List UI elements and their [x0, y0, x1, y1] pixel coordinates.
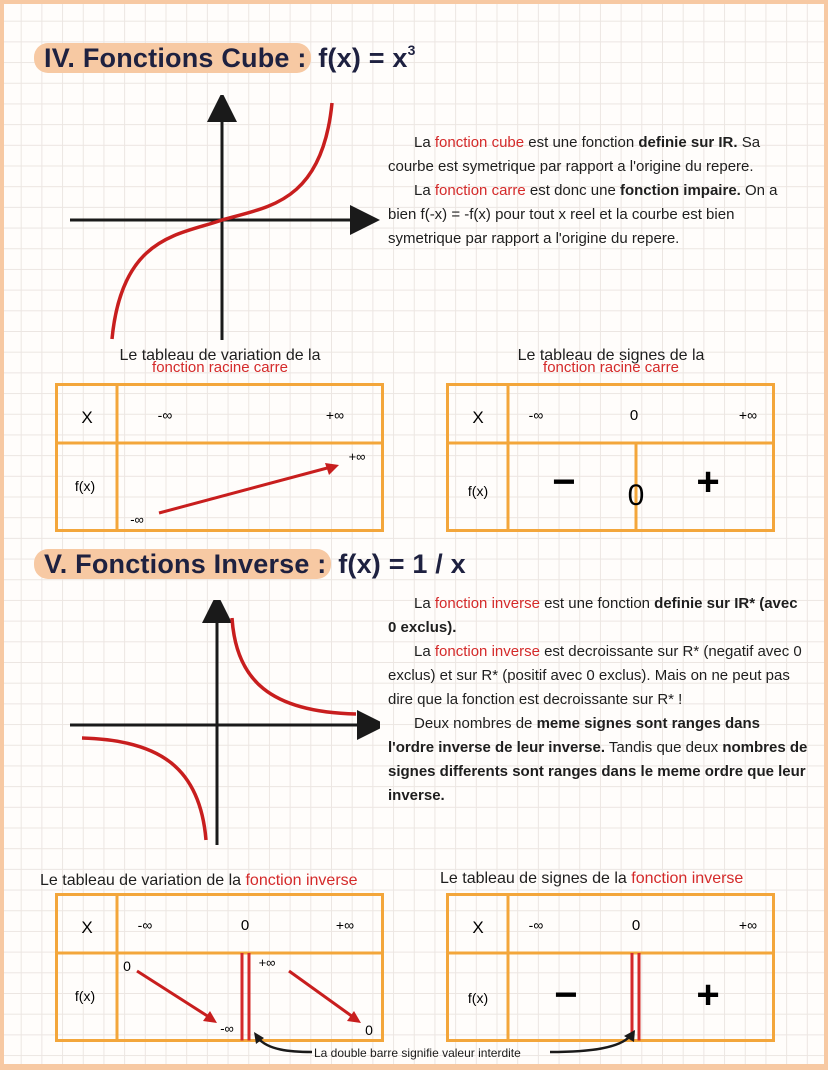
- decreasing-arrow-left: [137, 971, 209, 1017]
- inverse-signs-table: [446, 893, 776, 1043]
- inverse-function-graph: [60, 600, 380, 850]
- f-right-top: +∞: [258, 955, 276, 970]
- section4-formula: f(x) = x: [318, 43, 408, 73]
- x-mid: 0: [631, 917, 641, 934]
- decreasing-arrow-right: [289, 971, 353, 1017]
- section4-text: La fonction cube est une fonction definie sur IR. Sa courbe est symetrique par rapport a l'origine du repere. La fonction carre est donc une fonction impaire. On a bien f(-x) = -f(x) pour tout x reel et la courbe est bien symetrique par rapport a l'origine du repere.: [388, 134, 778, 247]
- sign-zero: 0: [627, 479, 645, 512]
- x-end: +∞: [738, 917, 758, 933]
- sign-minus: −: [552, 460, 576, 504]
- x-end: +∞: [325, 407, 345, 423]
- cube-function-graph: [60, 95, 380, 345]
- section5-title: Fonctions Inverse :: [75, 549, 327, 579]
- section4-signs-caption: Le tableau de signes de la fonction racine carre: [517, 347, 705, 376]
- fx-label: f(x): [467, 990, 489, 1006]
- x-start: -∞: [137, 917, 153, 933]
- section4-heading: [44, 42, 416, 74]
- section5-signs-caption: Le tableau de signes de la fonction inverse: [440, 870, 744, 887]
- section5-variation-caption: Le tableau de variation de la fonction inverse: [40, 872, 358, 889]
- f-end: +∞: [348, 449, 366, 464]
- inverse-curve-negative: [82, 738, 206, 840]
- x-mid: 0: [240, 917, 250, 934]
- footnote: La double barre signifie valeur interdite: [314, 1046, 521, 1060]
- x-label: X: [81, 408, 93, 427]
- fx-label: f(x): [74, 988, 96, 1004]
- f-start: -∞: [130, 512, 144, 527]
- x-label: X: [81, 918, 93, 937]
- fx-label: f(x): [467, 483, 489, 499]
- section4-variation-caption: Le tableau de variation de la fonction racine carre: [119, 347, 321, 376]
- section5-text: La fonction inverse est une fonction definie sur IR* (avec 0 exclus). La fonction inverse est decroissante sur R* (negatif avec 0 exclus) et sur R* (positif avec 0 exclus). Mais on ne peut pas dire que la fonction est decroissante sur R* ! Deux nombres de meme signes sont ranges dans l'ordre inverse de leur inverse. Tandis que deux nombres de signes differents sont ranges dans le meme ordre que leur inverse.: [388, 595, 808, 804]
- fx-label: f(x): [74, 478, 96, 494]
- section4-title: Fonctions Cube :: [82, 43, 307, 73]
- cube-variation-table: [55, 383, 385, 533]
- f-right-bottom: 0: [365, 1022, 373, 1038]
- section4-number: IV.: [44, 43, 76, 73]
- x-end: +∞: [335, 917, 355, 933]
- x-start: -∞: [528, 407, 544, 423]
- inverse-curve-positive: [232, 618, 356, 714]
- increasing-arrow: [159, 467, 331, 513]
- x-start: -∞: [528, 917, 544, 933]
- x-label: X: [472, 918, 484, 937]
- section4-exponent: 3: [407, 42, 416, 58]
- section5-formula: f(x) = 1 / x: [338, 549, 466, 579]
- x-end: +∞: [738, 407, 758, 423]
- section5-number: V.: [44, 549, 68, 579]
- x-mid: 0: [629, 407, 639, 424]
- f-left-top: 0: [123, 958, 131, 974]
- sign-plus: +: [696, 973, 720, 1017]
- f-left-bottom: -∞: [220, 1021, 234, 1036]
- x-label: X: [472, 408, 484, 427]
- x-start: -∞: [157, 407, 173, 423]
- inverse-variation-table: [55, 893, 385, 1043]
- sign-plus: +: [696, 460, 720, 504]
- sign-minus: −: [554, 973, 578, 1017]
- cube-signs-table: [446, 383, 776, 533]
- section5-heading: [44, 549, 466, 580]
